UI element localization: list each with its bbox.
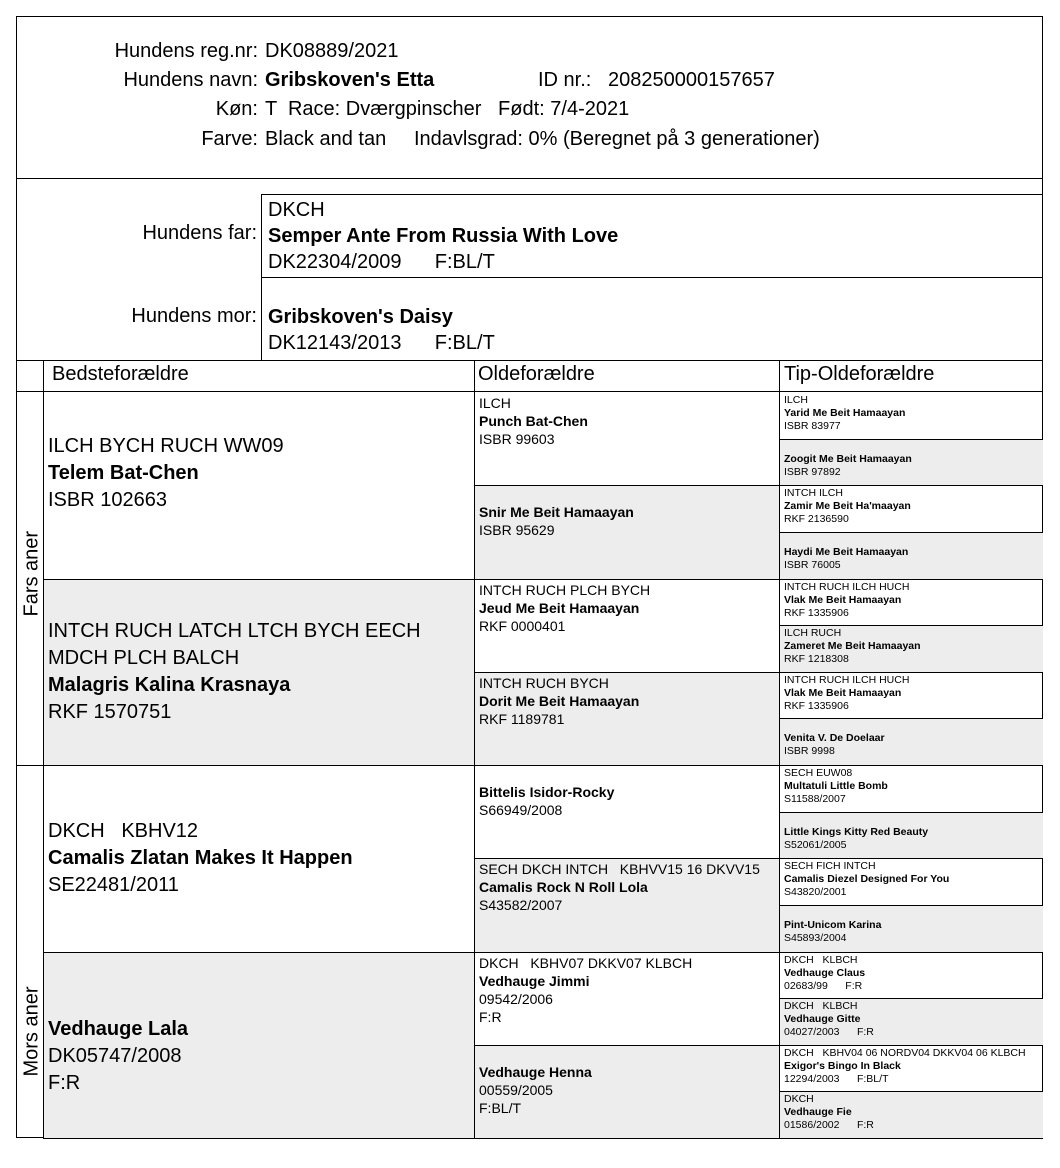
gggrandparent-11-titles: SECH FICH INTCH (784, 860, 876, 873)
gggrandparent-12 (784, 919, 881, 945)
grandparent-3 (48, 818, 353, 899)
id-label: ID nr.: (538, 69, 592, 91)
gggrandparent-4 (784, 546, 908, 572)
greatgrandparent-3-name: Jeud Me Beit Hamaayan (479, 599, 640, 616)
gggrandparent-14-reg: 04027/2003 F:R (784, 1026, 874, 1039)
grandparent-1-reg: ISBR 102663 (48, 488, 167, 511)
gggrandparent-5-name: Vlak Me Beit Hamaayan (784, 593, 902, 606)
gggrandparent-10-reg: S52061/2005 (784, 838, 847, 851)
gggrandparent-9 (784, 767, 888, 806)
greatgrandparent-5-reg: S66949/2008 (479, 802, 563, 818)
grandparent-2-name: Malagris Kalina Krasnaya (48, 673, 291, 696)
reg-label: Hundens reg.nr: (114, 40, 258, 62)
greatgrandparent-1-titles: ILCH (479, 395, 511, 411)
gggrandparent-3 (784, 487, 911, 526)
grandparent-4-reg: F:R (48, 1072, 81, 1095)
greatgrandparent-7 (479, 954, 692, 1026)
greatgrandparent-7-name: Vedhauge Jimmi (479, 972, 590, 989)
gggrandparent-5-reg: RKF 1335906 (784, 606, 849, 619)
greatgrandparent-8-reg: F:BL/T (479, 1099, 522, 1116)
gggrandparent-15-reg: 12294/2003 F:BL/T (784, 1072, 889, 1085)
greatgrandparent-8 (479, 1063, 592, 1117)
grandparent-2 (48, 618, 421, 726)
greatgrandparent-8-name: Vedhauge Henna (479, 1063, 592, 1080)
gggrandparent-5-titles: INTCH RUCH ILCH HUCH (784, 580, 910, 593)
greatgrandparent-4 (479, 674, 639, 728)
mother-name: Gribskoven's Daisy (268, 306, 453, 328)
gggrandparent-9-name: Multatuli Little Bomb (784, 780, 888, 792)
father-name: Semper Ante From Russia With Love (268, 225, 619, 247)
reg-value: DK08889/2021 (265, 40, 399, 62)
grandparent-3-reg: SE22481/2011 (48, 873, 179, 896)
greatgrandparent-5 (479, 783, 614, 819)
gggrandparent-13-titles: DKCH KLBCH (784, 953, 858, 966)
greatgrandparent-7-reg: F:R (479, 1008, 502, 1025)
gggrandparent-1 (784, 394, 905, 433)
gggrandparent-6-name: Zameret Me Beit Hamaayan (784, 640, 921, 653)
gggrandparent-16-reg: 01586/2002 F:R (784, 1119, 874, 1132)
gggrandparent-11-reg: S43820/2001 (784, 886, 847, 899)
gggrandparent-7-reg: RKF 1335906 (784, 699, 849, 712)
mother-label: Hundens mor: (131, 305, 257, 327)
gggrandparent-13-reg: 02683/99 F:R (784, 979, 863, 992)
gggrandparent-13-name: Vedhauge Claus (784, 966, 866, 979)
gggrandparent-12-reg: S45893/2004 (784, 931, 847, 944)
father-info (268, 197, 618, 275)
gggrandparent-14 (784, 1000, 874, 1039)
fathers-side-label: Fars aner (20, 530, 43, 617)
gggrandparent-1-reg: ISBR 83977 (784, 420, 841, 432)
grandparent-4 (48, 1016, 188, 1097)
col-greatgrandparents: Oldeforældre (478, 363, 595, 385)
col-gggrandparents: Tip-Oldeforældre (784, 363, 935, 385)
col-grandparents: Bedsteforældre (52, 363, 189, 385)
gggrandparent-2-reg: ISBR 97892 (784, 465, 841, 478)
gggrandparent-1-name: Yarid Me Beit Hamaayan (784, 407, 906, 419)
sex-label: Køn: (215, 98, 258, 120)
mother-info (268, 304, 495, 356)
gggrandparent-9-reg: S11588/2007 (784, 793, 846, 805)
gggrandparent-11 (784, 860, 949, 899)
gggrandparent-15 (784, 1047, 1026, 1086)
gggrandparent-6 (784, 627, 921, 666)
id-value: 208250000157657 (608, 69, 775, 91)
gggrandparent-15-name: Exigor's Bingo In Black (784, 1059, 901, 1072)
gggrandparent-11-name: Camalis Diezel Designed For You (784, 873, 950, 886)
greatgrandparent-5-name: Bittelis Isidor-Rocky (479, 784, 615, 800)
gggrandparent-3-reg: RKF 2136590 (784, 513, 849, 526)
greatgrandparent-6-titles: SECH DKCH INTCH KBHVV15 16 DKVV15 (479, 861, 760, 878)
gggrandparent-2-name: Zoogit Me Beit Hamaayan (784, 452, 912, 465)
dog-name: Gribskoven's Etta (265, 69, 435, 91)
sex-race-born: T Race: Dværgpinscher Født: 7/4-2021 (265, 98, 630, 120)
greatgrandparent-2-name: Snir Me Beit Hamaayan (479, 504, 634, 521)
gggrandparent-9-titles: SECH EUW08 (784, 767, 853, 779)
gggrandparent-14-name: Vedhauge Gitte (784, 1013, 861, 1026)
gggrandparent-8 (784, 732, 885, 758)
gggrandparent-10-name: Little Kings Kitty Red Beauty (784, 825, 929, 838)
name-label: Hundens navn: (123, 69, 258, 91)
grandparent-2-titles: INTCH RUCH LATCH LTCH BYCH EECH (48, 619, 421, 642)
gggrandparent-16-name: Vedhauge Fie (784, 1106, 852, 1119)
color-inbreeding: Black and tan Indavlsgrad: 0% (Beregnet på 3 generationer) (265, 128, 820, 150)
greatgrandparent-2-reg: ISBR 95629 (479, 522, 555, 539)
mother-reg: DK12143/2013 F:BL/T (268, 332, 495, 354)
gggrandparent-1-titles: ILCH (784, 394, 808, 406)
father-reg: DK22304/2009 F:BL/T (268, 251, 495, 273)
greatgrandparent-4-titles: INTCH RUCH BYCH (479, 674, 609, 691)
greatgrandparent-6-name: Camalis Rock N Roll Lola (479, 879, 648, 896)
gggrandparent-4-reg: ISBR 76005 (784, 558, 841, 571)
greatgrandparent-3-reg: RKF 0000401 (479, 617, 566, 634)
greatgrandparent-2 (479, 503, 634, 539)
greatgrandparent-1 (479, 394, 588, 448)
gggrandparent-7-titles: INTCH RUCH ILCH HUCH (784, 673, 910, 686)
grandparent-1-name: Telem Bat-Chen (48, 461, 199, 484)
gggrandparent-2 (784, 453, 912, 479)
gggrandparent-7 (784, 674, 909, 713)
grandparent-1 (48, 433, 284, 514)
grandparent-2-reg: RKF 1570751 (48, 700, 172, 723)
greatgrandparent-4-name: Dorit Me Beit Hamaayan (479, 692, 640, 709)
gggrandparent-7-name: Vlak Me Beit Hamaayan (784, 686, 902, 699)
gggrandparent-5 (784, 581, 909, 620)
gggrandparent-14-titles: DKCH KLBCH (784, 1000, 858, 1013)
gggrandparent-16 (784, 1093, 874, 1132)
gggrandparent-10 (784, 826, 928, 852)
grandparent-1-titles: ILCH BYCH RUCH WW09 (48, 434, 284, 457)
gggrandparent-3-titles: INTCH ILCH (784, 487, 843, 500)
greatgrandparent-8-reg: 00559/2005 (479, 1081, 553, 1098)
mothers-side-label: Mors aner (20, 986, 43, 1077)
grandparent-4-name: Vedhauge Lala (48, 1018, 189, 1041)
grandparent-2-titles: MDCH PLCH BALCH (48, 646, 240, 669)
grandparent-3-titles: DKCH KBHV12 (48, 819, 199, 842)
gggrandparent-15-titles: DKCH KBHV04 06 NORDV04 DKKV04 06 KLBCH (784, 1046, 1026, 1059)
gggrandparent-12-name: Pint-Unicom Karina (784, 918, 882, 931)
father-titles: DKCH (268, 199, 325, 221)
gggrandparent-6-reg: RKF 1218308 (784, 653, 849, 666)
color-label: Farve: (201, 128, 258, 150)
father-label: Hundens far: (142, 222, 257, 244)
greatgrandparent-7-reg: 09542/2006 (479, 990, 553, 1007)
greatgrandparent-1-reg: ISBR 99603 (479, 431, 555, 447)
greatgrandparent-7-titles: DKCH KBHV07 DKKV07 KLBCH (479, 954, 693, 971)
gggrandparent-13 (784, 954, 865, 993)
gggrandparent-16-titles: DKCH (784, 1093, 814, 1106)
greatgrandparent-1-name: Punch Bat-Chen (479, 413, 588, 429)
greatgrandparent-3-titles: INTCH RUCH PLCH BYCH (479, 581, 651, 598)
greatgrandparent-6-reg: S43582/2007 (479, 897, 563, 914)
gggrandparent-3-name: Zamir Me Beit Ha'maayan (784, 500, 911, 513)
grandparent-4-reg: DK05747/2008 (48, 1045, 182, 1068)
greatgrandparent-4-reg: RKF 1189781 (479, 710, 565, 727)
gggrandparent-4-name: Haydi Me Beit Hamaayan (784, 545, 909, 558)
gggrandparent-6-titles: ILCH RUCH (784, 627, 842, 640)
greatgrandparent-6 (479, 860, 760, 914)
gggrandparent-8-name: Venita V. De Doelaar (784, 732, 885, 745)
grandparent-3-name: Camalis Zlatan Makes It Happen (48, 846, 353, 869)
greatgrandparent-3 (479, 581, 650, 635)
gggrandparent-8-reg: ISBR 9998 (784, 745, 835, 758)
